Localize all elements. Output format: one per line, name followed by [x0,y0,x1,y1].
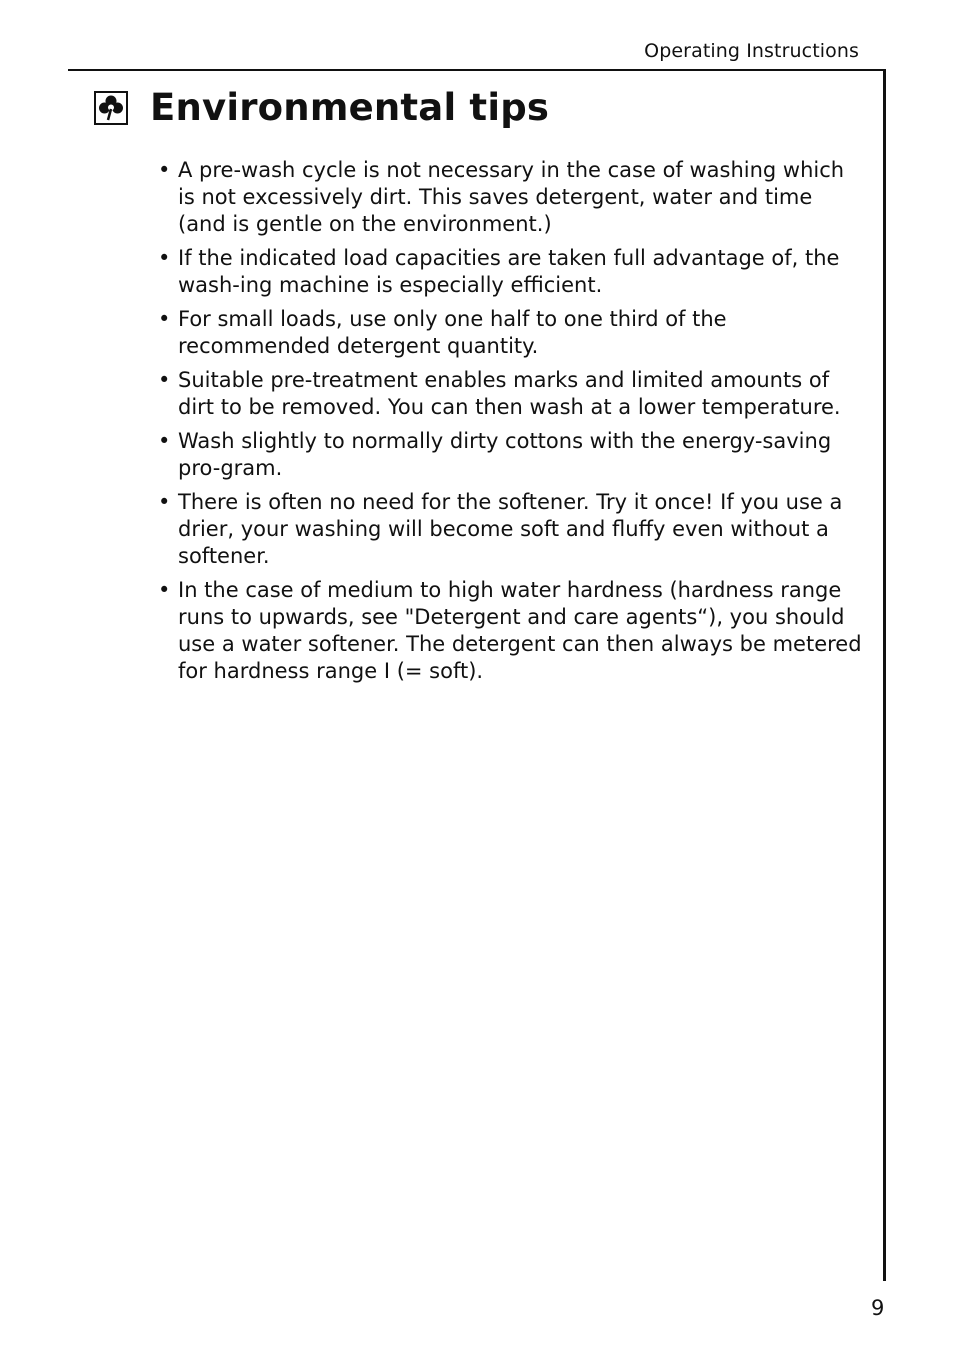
margin-rule [883,69,886,1281]
header-rule [68,69,886,71]
list-item [158,489,864,570]
clover-leaf-icon [94,91,128,125]
bullet: • [158,429,171,453]
bullet: • [158,158,171,182]
tip-text: For small loads, use only one half to one third of the recommended detergent quantity. [178,307,727,358]
list-item [158,428,864,482]
bullet: • [158,490,171,514]
section-heading [94,86,549,129]
list-item [158,577,864,685]
bullet: • [158,368,171,392]
bullet: • [158,246,171,270]
running-header: Operating Instructions [644,40,859,62]
list-item [158,367,864,421]
list-item [158,306,864,360]
list-item [158,245,864,299]
tip-text: Wash slightly to normally dirty cottons with the energy-saving pro-gram. [178,429,832,480]
page-number: 9 [871,1296,885,1320]
tip-text: A pre-wash cycle is not necessary in the case of washing which is not excessively dirt. This saves detergent, water and time (and is gentle on the environment.) [178,158,845,236]
page-title: Environmental tips [150,86,550,129]
bullet: • [158,578,171,602]
bullet: • [158,307,171,331]
tip-text: There is often no need for the softener. Try it once! If you use a drier, your washing will become soft and fluffy even without a softener. [178,490,843,568]
list-item [158,157,864,238]
tip-text: Suitable pre-treatment enables marks and limited amounts of dirt to be removed. You can then wash at a lower temperature. [178,368,841,419]
tip-text: If the indicated load capacities are taken full advantage of, the wash-ing machine is especially efficient. [178,246,840,297]
tip-text: In the case of medium to high water hardness (hardness range runs to upwards, see "Detergent and care agents“), you should use a water softener. The detergent can then always be metered for hardness range I (= soft). [178,578,862,683]
tips-list [158,157,864,692]
